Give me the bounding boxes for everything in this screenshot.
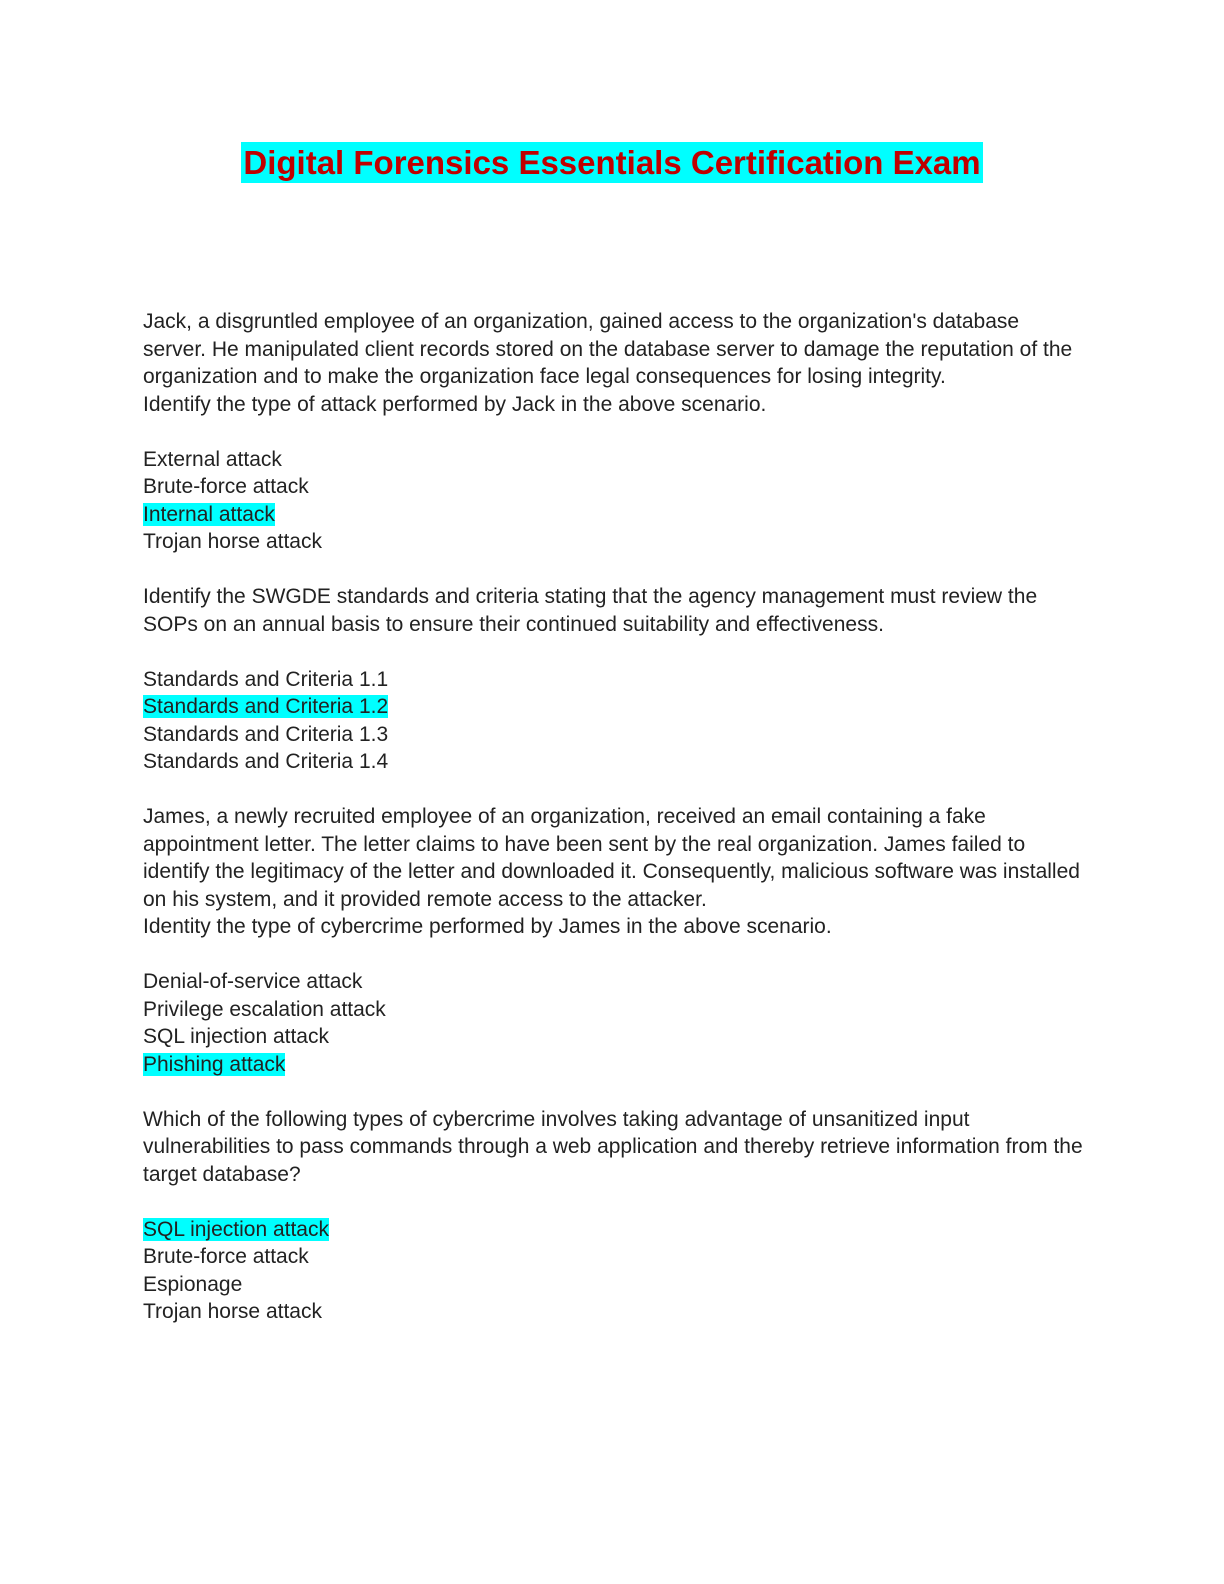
option-item bbox=[143, 473, 1083, 501]
question-4-stem: Which of the following types of cybercrime involves taking advantage of unsanitized input vulnerabilities to pass commands through a web application and thereby retrieve information from the target database? bbox=[143, 1107, 1083, 1186]
question-1 bbox=[143, 308, 1083, 418]
page-title: Digital Forensics Essentials Certification Exam bbox=[243, 144, 981, 181]
option-item bbox=[143, 693, 1083, 721]
question-1-prompt: Identify the type of attack performed by Jack in the above scenario. bbox=[143, 392, 767, 416]
question-2-option-1: Standards and Criteria 1.1 bbox=[143, 667, 389, 691]
question-2-option-2: Standards and Criteria 1.2 bbox=[143, 695, 389, 718]
question-1-option-2: Brute-force attack bbox=[143, 475, 309, 498]
option-item bbox=[143, 666, 1083, 694]
question-3-option-4: Phishing attack bbox=[143, 1052, 286, 1076]
option-item bbox=[143, 1023, 1083, 1051]
question-4 bbox=[143, 1106, 1083, 1189]
question-3-option-1: Denial-of-service attack bbox=[143, 970, 363, 993]
question-4-option-2: Brute-force attack bbox=[143, 1245, 309, 1268]
question-4-options bbox=[143, 1216, 1083, 1326]
option-item bbox=[143, 1216, 1083, 1244]
option-item bbox=[143, 1243, 1083, 1271]
question-1-option-1: External attack bbox=[143, 447, 282, 471]
question-4-option-3: Espionage bbox=[143, 1272, 243, 1296]
question-3-options bbox=[143, 968, 1083, 1078]
option-item bbox=[143, 748, 1083, 776]
question-3-prompt: Identity the type of cybercrime performed by James in the above scenario. bbox=[143, 915, 832, 938]
option-item bbox=[143, 996, 1083, 1024]
question-2-option-4: Standards and Criteria 1.4 bbox=[143, 750, 389, 773]
option-item bbox=[143, 528, 1083, 556]
question-3-option-3: SQL injection attack bbox=[143, 1025, 329, 1048]
questions-container bbox=[143, 308, 1083, 1353]
question-1-options bbox=[143, 446, 1083, 556]
option-item bbox=[143, 721, 1083, 749]
option-item bbox=[143, 1298, 1083, 1326]
question-1-option-3: Internal attack bbox=[143, 502, 275, 526]
question-3-stem: James, a newly recruited employee of an organization, received an email containing a fake appointment letter. The letter claims to have been sent by the real organization. James failed to identify the legitimacy of the letter and downloaded it. Consequently, malicious software was installed on his system, and it provided remote access to the attacker. bbox=[143, 805, 1080, 911]
question-1-stem: Jack, a disgruntled employee of an organization, gained access to the organization's database server. He manipulated client records stored on the database server to damage the reputation of the organization and to make the organization face legal consequences for losing integrity. bbox=[143, 310, 1073, 388]
question-2 bbox=[143, 583, 1083, 638]
option-item bbox=[143, 446, 1083, 474]
question-3-option-2: Privilege escalation attack bbox=[143, 997, 386, 1021]
question-1-option-4: Trojan horse attack bbox=[143, 530, 322, 553]
option-item bbox=[143, 1051, 1083, 1079]
question-4-option-4: Trojan horse attack bbox=[143, 1300, 322, 1323]
question-2-option-3: Standards and Criteria 1.3 bbox=[143, 722, 389, 746]
question-4-option-1: SQL injection attack bbox=[143, 1217, 329, 1241]
option-item bbox=[143, 968, 1083, 996]
question-2-options bbox=[143, 666, 1083, 776]
option-item bbox=[143, 1271, 1083, 1299]
option-item bbox=[143, 501, 1083, 529]
question-2-stem: Identify the SWGDE standards and criteria stating that the agency management must review the SOPs on an annual basis to ensure their continued suitability and effectiveness. bbox=[143, 585, 1038, 636]
question-3 bbox=[143, 803, 1083, 941]
title-container bbox=[0, 142, 1224, 183]
